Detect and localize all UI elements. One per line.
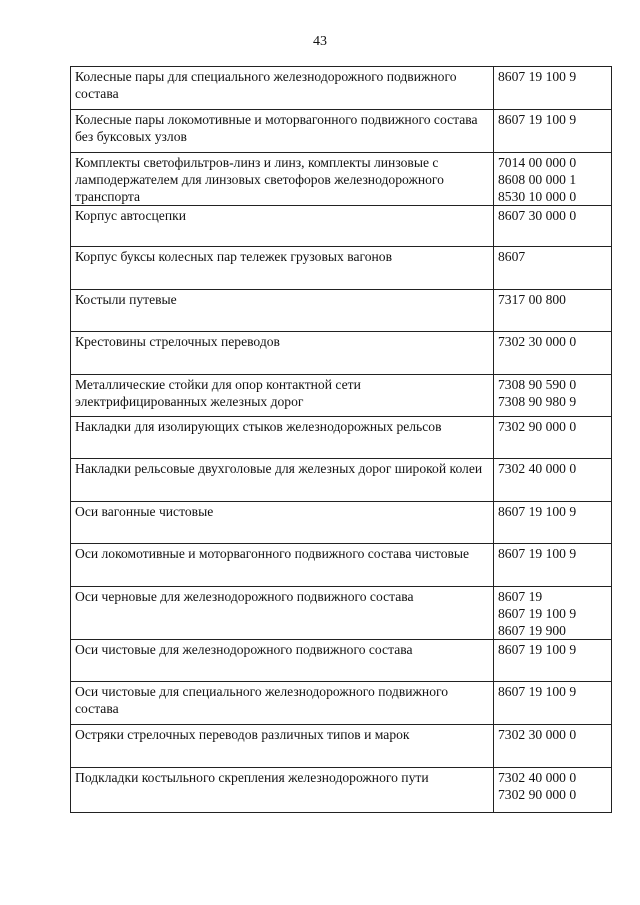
product-name-cell: Оси чистовые для специального железнодорожного подвижного состава [71, 682, 494, 725]
product-name-cell: Оси черновые для железнодорожного подвижного состава [71, 587, 494, 640]
tn-ved-code: 7308 90 590 0 [498, 377, 577, 392]
product-name-cell: Колесные пары для специального железнодорожного подвижного состава [71, 67, 494, 110]
product-name-cell: Корпус автосцепки [71, 206, 494, 247]
table-row [71, 247, 612, 290]
table-row [71, 67, 612, 110]
table-row [71, 682, 612, 725]
tn-ved-code: 8607 30 000 0 [498, 208, 577, 223]
tn-ved-code: 7302 40 000 0 [498, 770, 577, 785]
tn-ved-code-cell [494, 459, 612, 502]
tn-ved-code: 8607 19 900 [498, 623, 566, 638]
table-row [71, 110, 612, 153]
table-row [71, 153, 612, 206]
table-row [71, 502, 612, 544]
product-name-cell: Оси вагонные чистовые [71, 502, 494, 544]
table-row [71, 206, 612, 247]
tn-ved-code: 7014 00 000 0 [498, 155, 577, 170]
tn-ved-code-cell [494, 417, 612, 459]
tn-ved-code: 8607 19 100 9 [498, 606, 577, 621]
product-name-cell: Колесные пары локомотивные и моторвагонного подвижного состава без буксовых узлов [71, 110, 494, 153]
table-row [71, 459, 612, 502]
table-row [71, 375, 612, 417]
tn-ved-code: 8607 [498, 249, 526, 264]
tn-ved-code-cell [494, 375, 612, 417]
tn-ved-code-cell [494, 725, 612, 768]
tn-ved-code: 8607 19 100 9 [498, 642, 577, 657]
tn-ved-code: 8607 19 [498, 589, 543, 604]
table-row [71, 725, 612, 768]
tn-ved-code-cell [494, 110, 612, 153]
tn-ved-code: 8607 19 100 9 [498, 546, 577, 561]
tn-ved-code-cell [494, 502, 612, 544]
product-name-cell: Накладки для изолирующих стыков железнодорожных рельсов [71, 417, 494, 459]
tn-ved-code: 7302 30 000 0 [498, 334, 577, 349]
product-name-cell: Костыли путевые [71, 290, 494, 332]
product-name-cell: Корпус буксы колесных пар тележек грузовых вагонов [71, 247, 494, 290]
tn-ved-code-cell [494, 640, 612, 682]
tn-ved-code-cell [494, 682, 612, 725]
product-name-cell: Комплекты светофильтров-линз и линз, комплекты линзовые с ламподержателем для линзовых светофоров железнодорожного транспорта [71, 153, 494, 206]
product-name-cell: Накладки рельсовые двухголовые для железных дорог широкой колеи [71, 459, 494, 502]
goods-table [70, 66, 612, 813]
table-row [71, 332, 612, 375]
tn-ved-code-cell [494, 332, 612, 375]
table-row [71, 768, 612, 813]
table-row [71, 417, 612, 459]
product-name-cell: Оси локомотивные и моторвагонного подвижного состава чистовые [71, 544, 494, 587]
table-row [71, 640, 612, 682]
tn-ved-code: 7317 00 800 [498, 292, 566, 307]
tn-ved-code: 7302 90 000 0 [498, 787, 577, 802]
table-row [71, 587, 612, 640]
tn-ved-code: 8607 19 100 9 [498, 684, 577, 699]
tn-ved-code-cell [494, 247, 612, 290]
tn-ved-code: 8607 19 100 9 [498, 69, 577, 84]
tn-ved-code: 7302 90 000 0 [498, 419, 577, 434]
page-number: 43 [313, 34, 327, 49]
tn-ved-code: 7308 90 980 9 [498, 394, 577, 409]
tn-ved-code: 8530 10 000 0 [498, 189, 577, 204]
tn-ved-code-cell [494, 768, 612, 813]
tn-ved-code: 7302 30 000 0 [498, 727, 577, 742]
tn-ved-code: 8608 00 000 1 [498, 172, 577, 187]
product-name-cell: Подкладки костыльного скрепления железнодорожного пути [71, 768, 494, 813]
tn-ved-code: 8607 19 100 9 [498, 504, 577, 519]
tn-ved-code-cell [494, 587, 612, 640]
table-row [71, 544, 612, 587]
tn-ved-code-cell [494, 544, 612, 587]
tn-ved-code-cell [494, 206, 612, 247]
tn-ved-code-cell [494, 67, 612, 110]
product-name-cell: Металлические стойки для опор контактной сети электрифицированных железных дорог [71, 375, 494, 417]
table-row [71, 290, 612, 332]
product-name-cell: Крестовины стрелочных переводов [71, 332, 494, 375]
product-name-cell: Оси чистовые для железнодорожного подвижного состава [71, 640, 494, 682]
product-name-cell: Остряки стрелочных переводов различных типов и марок [71, 725, 494, 768]
tn-ved-code-cell [494, 153, 612, 206]
tn-ved-code: 7302 40 000 0 [498, 461, 577, 476]
tn-ved-code: 8607 19 100 9 [498, 112, 577, 127]
tn-ved-code-cell [494, 290, 612, 332]
